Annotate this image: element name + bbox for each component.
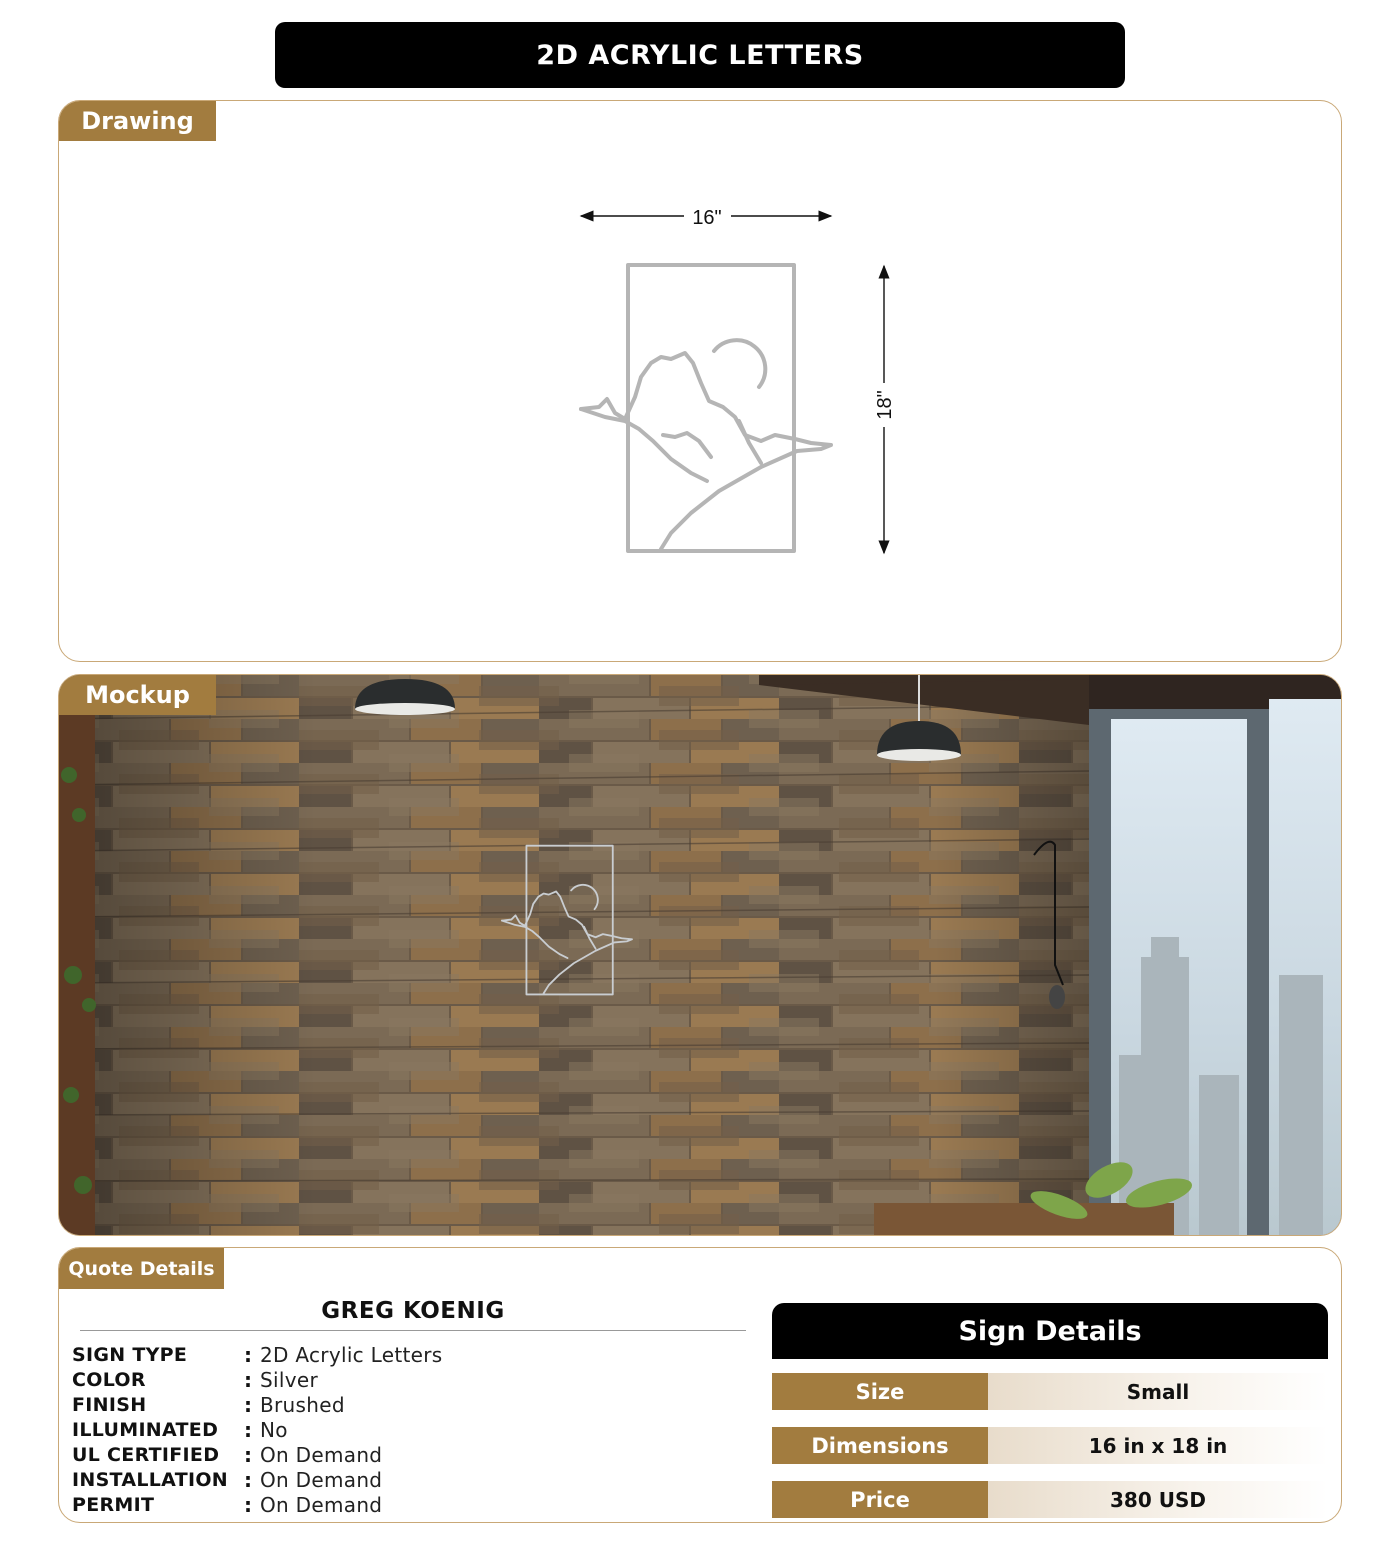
- height-label: 18": [874, 390, 896, 420]
- sign-details-row-size: [772, 1373, 1328, 1410]
- mockup-tab-label: Mockup: [59, 675, 216, 715]
- spec-value: 2D Acrylic Letters: [260, 1342, 443, 1367]
- spec-separator: :: [244, 1467, 252, 1492]
- spec-key: COLOR: [72, 1368, 146, 1391]
- spec-key: ILLUMINATED: [72, 1418, 219, 1441]
- spec-row-ul-certified: [72, 1442, 752, 1467]
- spec-value: Silver: [260, 1367, 318, 1392]
- spec-row-permit: [72, 1492, 752, 1517]
- sign-details-value: 16 in x 18 in: [988, 1427, 1328, 1464]
- sign-details-label: Dimensions: [772, 1427, 988, 1464]
- sign-details-value: Small: [988, 1373, 1328, 1410]
- spec-key: PERMIT: [72, 1493, 155, 1516]
- sign-details-value: 380 USD: [988, 1481, 1328, 1518]
- spec-separator: :: [244, 1442, 252, 1467]
- page-title: 2D ACRYLIC LETTERS: [275, 22, 1125, 88]
- mockup-section: [58, 674, 1342, 1236]
- spec-key: UL CERTIFIED: [72, 1443, 220, 1466]
- spec-value: Brushed: [260, 1392, 345, 1417]
- spec-key: SIGN TYPE: [72, 1343, 188, 1366]
- sign-technical-drawing: [59, 101, 1342, 662]
- spec-list: [72, 1342, 752, 1517]
- drawing-section: [58, 100, 1342, 662]
- width-label: 16": [692, 207, 722, 229]
- spec-separator: :: [244, 1392, 252, 1417]
- spec-separator: :: [244, 1492, 252, 1517]
- client-name-divider: [80, 1330, 746, 1331]
- width-dimension: [581, 207, 831, 229]
- spec-value: On Demand: [260, 1492, 383, 1517]
- height-dimension: [874, 266, 896, 553]
- spec-key: INSTALLATION: [72, 1468, 228, 1491]
- spec-separator: :: [244, 1417, 252, 1442]
- sign-details-heading: Sign Details: [772, 1303, 1328, 1359]
- spec-row-illuminated: [72, 1417, 752, 1442]
- drawing-tab-label: Drawing: [59, 101, 216, 141]
- spec-separator: :: [244, 1342, 252, 1367]
- spec-key: FINISH: [72, 1393, 147, 1416]
- spec-row-installation: [72, 1467, 752, 1492]
- spec-row-color: [72, 1367, 752, 1392]
- quote-details-tab-label: Quote Details: [59, 1248, 224, 1289]
- spec-value: No: [260, 1417, 288, 1442]
- sign-details-row-dimensions: [772, 1427, 1328, 1464]
- sign-details-label: Size: [772, 1373, 988, 1410]
- sign-details-label: Price: [772, 1481, 988, 1518]
- spec-value: On Demand: [260, 1442, 383, 1467]
- spec-row-sign-type: [72, 1342, 752, 1367]
- office-mockup-scene: [59, 675, 1342, 1236]
- client-name: GREG KOENIG: [321, 1298, 505, 1324]
- spec-value: On Demand: [260, 1467, 383, 1492]
- spec-row-finish: [72, 1392, 752, 1417]
- mountain-sign-artwork: [581, 265, 831, 551]
- spec-separator: :: [244, 1367, 252, 1392]
- sign-details-row-price: [772, 1481, 1328, 1518]
